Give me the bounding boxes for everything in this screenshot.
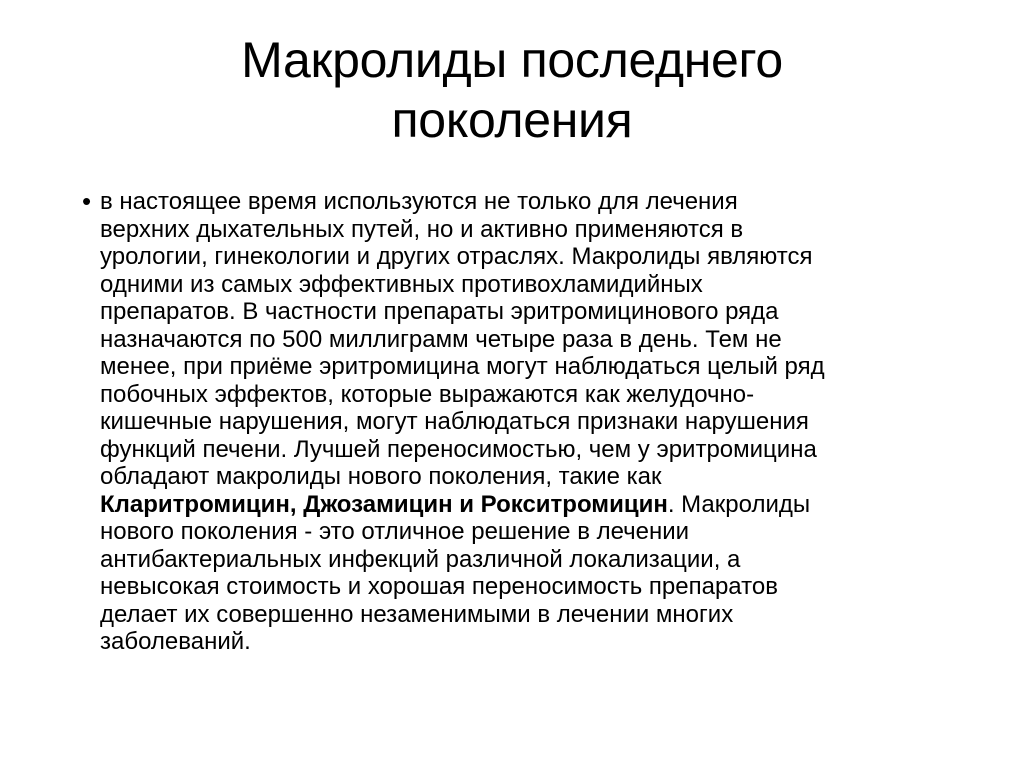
paragraph-line: нового поколения - это отличное решение в лечении	[100, 518, 690, 545]
paragraph-line: в настоящее время используются не только для лечения	[100, 188, 738, 215]
paragraph-line: назначаются по 500 миллиграмм четыре раза в день. Тем не	[100, 325, 782, 353]
drug-names-bold: Кларитромицин, Джозамицин и Рокситромицин	[100, 490, 668, 518]
slide-title	[80, 30, 944, 150]
paragraph-line: препаратов. В частности препараты эритромицинового ряда	[100, 298, 779, 325]
paragraph-line: функций печени. Лучшей переносимостью, чем у эритромицина	[100, 435, 817, 463]
paragraph-line: одними из самых эффективных противохламидийных	[100, 270, 703, 298]
paragraph-line: антибактериальных инфекций различной локализации, а	[100, 545, 741, 573]
bullet-dot-icon: •	[82, 186, 92, 216]
paragraph-line: кишечные нарушения, могут наблюдаться признаки нарушения	[100, 408, 809, 435]
bullet-item	[70, 188, 970, 656]
paragraph-line: обладают макролиды нового поколения, такие как	[100, 463, 662, 490]
paragraph-line-rest: . Макролиды	[667, 490, 811, 518]
slide-title-line-1: Макролиды последнего	[241, 32, 783, 88]
paragraph-line: заболеваний.	[100, 628, 251, 655]
paragraph-line: невысокая стоимость и хорошая переносимость препаратов	[100, 573, 778, 600]
slide-title-line-2: поколения	[391, 92, 633, 148]
paragraph-line	[100, 491, 970, 519]
paragraph-line: делает их совершенно незаменимыми в лечении многих	[100, 600, 734, 628]
paragraph-line: верхних дыхательных путей, но и активно применяются в	[100, 215, 744, 243]
bullet-paragraph	[100, 188, 970, 656]
paragraph-line: урологии, гинекологии и других отраслях. Макролиды являются	[100, 243, 813, 270]
paragraph-line: побочных эффектов, которые выражаются как желудочно-	[100, 380, 755, 408]
paragraph-line: менее, при приёме эритромицина могут наблюдаться целый ряд	[100, 353, 825, 380]
